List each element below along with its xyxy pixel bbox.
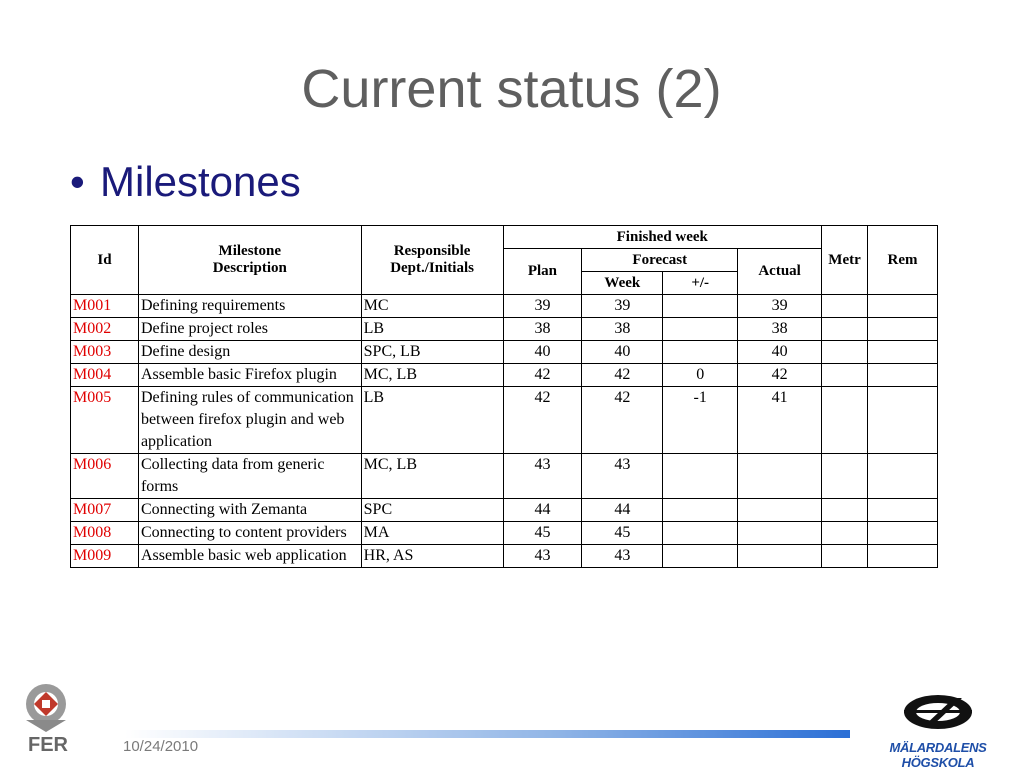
header-milestone-line2: Description — [212, 260, 287, 276]
cell-plan: 42 — [503, 364, 582, 387]
table-row — [71, 454, 938, 499]
cell-metr — [822, 545, 868, 568]
cell-week: 38 — [582, 318, 663, 341]
cell-actual: 40 — [738, 341, 822, 364]
cell-rem — [868, 387, 938, 454]
header-finished-week: Finished week — [503, 226, 822, 249]
fer-logo — [18, 680, 78, 760]
cell-week: 43 — [582, 545, 663, 568]
cell-description: Collecting data from generic forms — [138, 454, 361, 499]
cell-plan: 42 — [503, 387, 582, 454]
cell-responsible: MA — [361, 522, 503, 545]
cell-actual: 42 — [738, 364, 822, 387]
table-row — [71, 364, 938, 387]
cell-plusminus: 0 — [663, 364, 738, 387]
bullet-milestones — [70, 158, 301, 206]
cell-plan: 45 — [503, 522, 582, 545]
cell-plan: 38 — [503, 318, 582, 341]
table-row — [71, 295, 938, 318]
header-plan: Plan — [503, 249, 582, 295]
cell-week: 39 — [582, 295, 663, 318]
cell-rem — [868, 341, 938, 364]
table-row — [71, 545, 938, 568]
cell-plan: 39 — [503, 295, 582, 318]
cell-plusminus — [663, 499, 738, 522]
cell-responsible: MC — [361, 295, 503, 318]
cell-id: M009 — [71, 545, 139, 568]
cell-metr — [822, 295, 868, 318]
cell-plusminus: -1 — [663, 387, 738, 454]
cell-plan: 40 — [503, 341, 582, 364]
cell-plusminus — [663, 454, 738, 499]
cell-week: 45 — [582, 522, 663, 545]
cell-responsible: SPC — [361, 499, 503, 522]
cell-actual — [738, 454, 822, 499]
footer-bar — [125, 730, 850, 738]
cell-actual — [738, 499, 822, 522]
cell-description: Defining rules of communication between firefox plugin and web application — [138, 387, 361, 454]
cell-actual — [738, 545, 822, 568]
header-milestone-line1: Milestone — [218, 243, 282, 259]
cell-actual: 41 — [738, 387, 822, 454]
header-rem: Rem — [868, 226, 938, 295]
cell-metr — [822, 499, 868, 522]
cell-metr — [822, 341, 868, 364]
cell-week: 43 — [582, 454, 663, 499]
cell-id: M008 — [71, 522, 139, 545]
header-responsible — [361, 226, 503, 295]
header-metr: Metr — [822, 226, 868, 295]
cell-plusminus — [663, 545, 738, 568]
cell-rem — [868, 545, 938, 568]
bullet-dot: • — [70, 158, 85, 205]
table-row — [71, 522, 938, 545]
header-milestone — [138, 226, 361, 295]
cell-plan: 44 — [503, 499, 582, 522]
cell-rem — [868, 454, 938, 499]
cell-id: M005 — [71, 387, 139, 454]
cell-description: Connecting to content providers — [138, 522, 361, 545]
cell-description: Defining requirements — [138, 295, 361, 318]
header-responsible-line1: Responsible — [393, 243, 471, 259]
bullet-text: Milestones — [100, 158, 301, 205]
cell-description: Connecting with Zemanta — [138, 499, 361, 522]
header-responsible-line2: Dept./Initials — [390, 260, 474, 276]
fer-emblem-icon — [18, 680, 78, 734]
table-row — [71, 499, 938, 522]
header-id: Id — [71, 226, 139, 295]
cell-id: M003 — [71, 341, 139, 364]
mdh-emblem-icon — [858, 688, 1018, 738]
cell-rem — [868, 364, 938, 387]
cell-description: Define design — [138, 341, 361, 364]
cell-metr — [822, 364, 868, 387]
cell-id: M001 — [71, 295, 139, 318]
cell-rem — [868, 318, 938, 341]
slide-title: Current status (2) — [301, 59, 722, 119]
cell-description: Define project roles — [138, 318, 361, 341]
cell-actual — [738, 522, 822, 545]
cell-metr — [822, 387, 868, 454]
cell-week: 44 — [582, 499, 663, 522]
cell-description: Assemble basic web application — [138, 545, 361, 568]
table-row — [71, 318, 938, 341]
cell-id: M004 — [71, 364, 139, 387]
cell-plan: 43 — [503, 545, 582, 568]
cell-plusminus — [663, 341, 738, 364]
mdh-logo — [858, 688, 1018, 770]
cell-week: 40 — [582, 341, 663, 364]
cell-responsible: MC, LB — [361, 454, 503, 499]
cell-responsible: SPC, LB — [361, 341, 503, 364]
cell-actual: 39 — [738, 295, 822, 318]
header-forecast: Forecast — [582, 249, 738, 272]
table-row — [71, 387, 938, 454]
cell-responsible: LB — [361, 318, 503, 341]
cell-week: 42 — [582, 364, 663, 387]
cell-metr — [822, 454, 868, 499]
cell-rem — [868, 295, 938, 318]
mdh-logo-text: MÄLARDALENS HÖGSKOLA — [889, 740, 987, 770]
cell-metr — [822, 522, 868, 545]
cell-id: M002 — [71, 318, 139, 341]
cell-actual: 38 — [738, 318, 822, 341]
slide-date: 10/24/2010 — [123, 738, 199, 755]
cell-plusminus — [663, 318, 738, 341]
header-actual: Actual — [738, 249, 822, 295]
cell-id: M006 — [71, 454, 139, 499]
table-row — [71, 341, 938, 364]
cell-week: 42 — [582, 387, 663, 454]
cell-rem — [868, 522, 938, 545]
cell-plusminus — [663, 295, 738, 318]
cell-responsible: HR, AS — [361, 545, 503, 568]
milestones-table — [70, 225, 938, 568]
fer-logo-text: FER — [28, 734, 68, 756]
cell-metr — [822, 318, 868, 341]
cell-responsible: MC, LB — [361, 364, 503, 387]
cell-description: Assemble basic Firefox plugin — [138, 364, 361, 387]
cell-plan: 43 — [503, 454, 582, 499]
header-week: Week — [582, 272, 663, 295]
cell-responsible: LB — [361, 387, 503, 454]
cell-rem — [868, 499, 938, 522]
header-plusminus: +/- — [663, 272, 738, 295]
cell-id: M007 — [71, 499, 139, 522]
cell-plusminus — [663, 522, 738, 545]
